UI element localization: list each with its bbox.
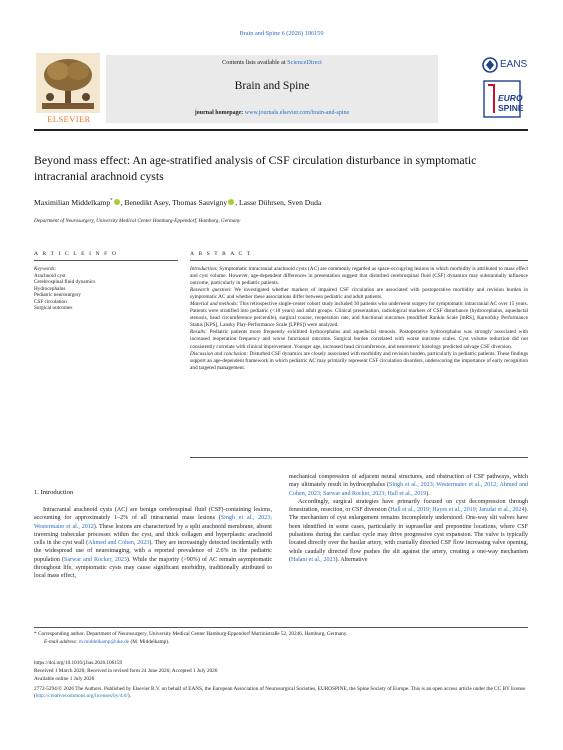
received-dates: Received 1 March 2026; Received in revised form 24 June 2026; Accepted 1 July 2026 [34,668,218,674]
homepage-line [106,110,438,116]
body-paragraph [289,473,528,498]
author-separator: , [283,198,288,207]
license-text [34,686,528,700]
body-column-right [289,473,528,564]
eurospine-line-2: SPINE [498,103,524,113]
keyword: Arachnoid cyst [34,273,66,279]
abstract-text: Disturbed CSF dynamics are closely associated with morbidity and revision burden, particularly in pediatric patients. These findings support an age-dependent framework in which pediatric AC may primarily represent CSF circulation disorders, underscoring the importance of early recognition and targeted management. [190,350,528,371]
article-info-heading: A R T I C L E I N F O [34,251,118,257]
body-text: ). [426,490,430,497]
license-link[interactable]: http://creativecommons.org/licenses/by/4.0/ [35,693,128,700]
elsevier-wordmark: ELSEVIER [47,115,91,124]
keyword: Pediatric neurosurgery [34,292,82,299]
elsevier-tree-icon [36,53,100,113]
email-label: E-mail address: [44,639,78,645]
abstract-label: Results: [190,329,207,336]
email-line [44,639,524,646]
abstract-paragraph [190,266,528,287]
author-list [34,198,514,207]
abstract-rule-top [190,260,528,261]
license-suffix: ). [127,693,131,700]
keyword: Hydrocephalus [34,285,66,292]
body-text: ). Alternative [335,556,368,563]
abstract-paragraph [190,301,528,329]
keywords-label: Keywords: [34,266,57,272]
abstract-label: Research question: [190,287,232,294]
abstract-text: This retrospective single-center cohort study included 30 patients who underwent surgery for symptomatic intracranial AC over 15 years. Patients were stratified into pediatric (<18 years) and adult groups. Clinical presentation, radiological markers of CSF disturbance (hydrocephalus, aqueductal stenosis, head circumference percentile), surgical course, reoperation rate, and functional outcomes (modified Rankin Scale [mRS], Karnofsky Performance Status [KPS], Lansky Play-Performance Scale [LPPS]) were analyzed. [190,301,529,329]
abstract-rule-bottom [190,457,528,458]
abstract-label: Introduction: [190,266,218,272]
body-text: ). The mechanism of cyst enlargement remains incompletely understood. One-way slit valves have been identified in some cases, particularly in suprasellar and prepontine locations, where CSF pulsations during the cardiac cycle may drive progressive cyst expansion. The valve is typically located directly over the basilar artery, with cranially directed CSF flow increasing valve opening, while caudally directed flow pushes the slit against the artery, creating a one-way mechanism ( [289,507,529,563]
author-name: Lasse Dührsen [238,198,284,207]
body-text: Accordingly, surgical strategies have primarily focused on cyst decompression through fenestration, resection, or CSF diversion ( [289,498,528,514]
abstract-label: Discussion and conclusion: [190,350,249,357]
author-name: Sven Duda [287,198,322,207]
abstract-text: Pediatric patients more frequently exhibited hydrocephalus and aqueductal stenosis. Postoperative hydrocephalus was strongly associated with increased reoperation frequency and worse functional outcome. Surgical burden correlated with worse outcome scales. Cyst volume reduction did not consistently correlate with clinical improvement. Younger age, increased head circumference, and neurenteric histology predicted salvage CSF diversion. [190,329,528,350]
abstract-label: Material and methods: [190,301,239,308]
license-prefix: 2772-5294/© 2026 The Authors. Published by Elsevier B.V. on behalf of EANS, the European Association of Neurosurgical Societies, EUROSPINE, the Spine Society of Europe. This is an open access article under the CC BY license ( [34,686,526,700]
orcid-icon[interactable] [114,199,120,205]
citation-link[interactable]: Hall et al., 2019; Hayes et al., 2019; Jaradat et al., 2024 [390,507,525,514]
citation-link[interactable]: Sarwar and Rocker, 2023 [63,556,127,563]
citation-link[interactable]: Ahmed and Cohen, 2023 [88,540,150,547]
abstract-text: Symptomatic intracranial arachnoid cysts (AC) are commonly regarded as space-occupying lesions in which morbidity is attributed to mass effect and cyst volume. However, age-dependent differences in presentation suggest that disturbed cerebrospinal fluid (CSF) dynamics may substantially influence outcome, particularly in pediatric patients. [190,266,528,287]
article-info-rule [34,260,178,261]
body-text: Intracranial arachnoid cysts (AC) are benign cerebrospinal fluid (CSF)-containing lesions, accounting for approximately 1–2% of all intracranial mass lesions ( [34,507,272,522]
author-name: Benedikt Asey [124,198,169,207]
society-logos[interactable] [480,53,530,123]
footnote-rule [34,627,528,628]
body-text: mechanical compression of adjacent neural structures, and obstruction of CSF pathways, which may ultimately result in hydrocephalus ( [289,474,528,489]
corresponding-mark: * [110,198,113,204]
eans-text: EANS [500,59,528,70]
masthead-rule [34,129,528,131]
journal-name: Brain and Spine [234,79,310,92]
article-title: Beyond mass effect: An age-stratified analysis of CSF circulation disturbance in symptomatic intracranial arachnoid cysts [34,153,477,183]
abstract-paragraph [190,351,528,372]
keywords-list [34,273,178,311]
body-text: ). These lesions are characterized by a split arachnoid membrane, absent traversing trabecular processes within the cyst, and thick collagen and hyperplastic arachnoid cells in the cyst wall ( [34,523,272,547]
author-separator: , [235,198,239,207]
abstract-paragraph [190,287,528,301]
email-suffix: (M. Middelkamp). [129,639,170,645]
elsevier-tree-logo[interactable] [36,53,100,123]
citation-link[interactable]: Halani et al., 2023 [291,556,336,563]
top-citation[interactable]: Brain and Spine 6 (2026) 106159 [239,30,324,37]
abstract-text: We investigated whether markers of impaired CSF circulation are associated with postoperative morbidity and revision burden in symptomatic AC and whether these associations differ between pediatric and adult patients. [190,287,528,301]
citation-link[interactable]: Singh et al., 2023; Westermaier et al., 2012 [34,515,272,530]
author-name: Maximilian Middelkamp [34,198,111,207]
keyword: CSF circulation [34,298,67,305]
affiliation: Department of Neurosurgery, University Medical Center Hamburg-Eppendorf, Hamburg, Germany [34,218,241,224]
citation-link[interactable]: Singh et al., 2023; Westermaier et al., 2012; Ahmed and Cohen, 2023; Sarwar and Rocker, 2023; Hall et al., 2019 [289,482,528,497]
journal-header-box [106,55,438,123]
body-text: ). They are increasingly detected incidentally with the widespread use of neuroimaging, with a reported prevalence of 2.6% in the pediatric population ( [34,540,272,563]
email-link[interactable]: m.middelkamp@uke.de [78,639,130,645]
masthead [34,53,528,129]
body-column-left [34,506,272,581]
contents-line [106,59,438,66]
eurospine-line-1: EURO [498,93,523,103]
author-separator: , [168,198,173,207]
homepage-link[interactable]: www.journals.elsevier.com/brain-and-spine [244,110,350,116]
body-paragraph [289,498,528,564]
online-date: Available online 1 July 2026 [34,676,95,682]
keyword: Surgical outcomes [34,305,73,312]
keyword: Cerebrospinal fluid dynamics [34,279,96,286]
body-text: ). While the majority (>90%) of AC remain asymptomatic throughout life, symptomatic cysts may cause significant morbidity, traditionally attributed to local mass effect, [34,556,273,580]
abstract-heading: A B S T R A C T [190,251,252,257]
section-heading: 1. Introduction [34,489,74,496]
abstract-body [190,266,528,372]
corresponding-author-note: * Corresponding author. Department of Neurosurgery, University Medical Center Hamburg-Eppendorf Martinistraße 52, 20246, Hamburg, Germany. [34,631,348,637]
abstract-paragraph [190,329,528,350]
sciencedirect-link[interactable]: ScienceDirect [287,59,322,66]
doi-link[interactable]: https://doi.org/10.1016/j.bas.2026.106159 [34,660,123,666]
author-name: Thomas Sauvigny [172,198,228,207]
author-separator: , [120,198,125,207]
body-paragraph [34,506,272,581]
homepage-label: journal homepage: [194,110,245,116]
contents-prefix: Contents lists available at [222,59,288,66]
orcid-icon[interactable] [228,199,234,205]
